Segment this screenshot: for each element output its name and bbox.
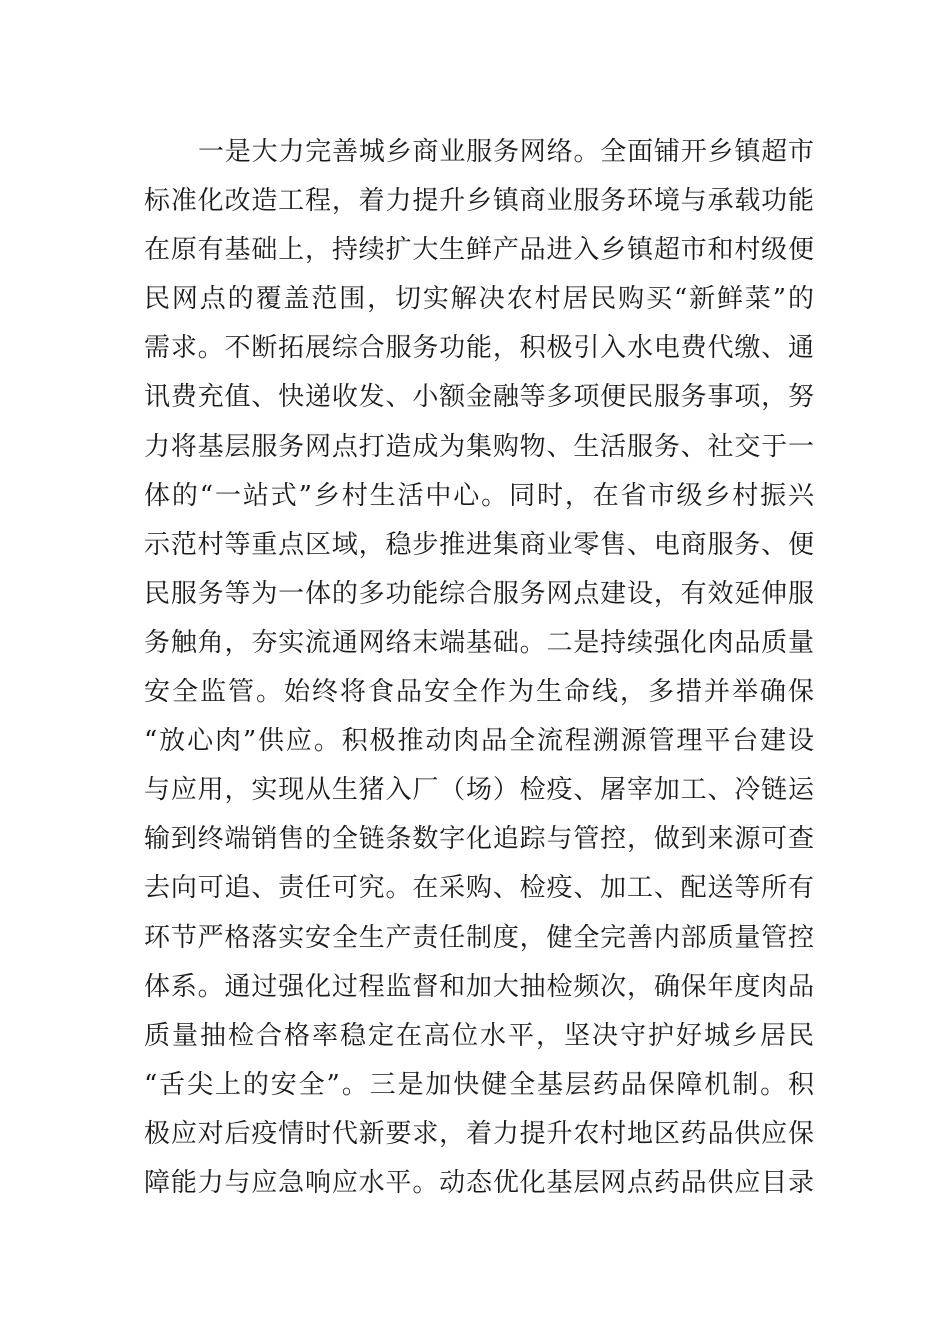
text-line: 障能力与应急响应水平。动态优化基层网点药品供应目录 [144, 1167, 814, 1198]
text-line: 力将基层服务网点打造成为集购物、生活服务、社交于一 [144, 431, 814, 462]
text-line: 一是大力完善城乡商业服务网络。全面铺开乡镇超市 [198, 137, 814, 167]
text-line: 安全监管。始终将食品安全作为生命线，多措并举确保 [144, 677, 814, 708]
text-line: 环节严格落实安全生产责任制度，健全完善内部质量管控 [144, 922, 814, 953]
text-line: 体系。通过强化过程监督和加大抽检频次，确保年度肉品 [144, 971, 814, 1002]
text-line: 需求。不断拓展综合服务功能，积极引入水电费代缴、通 [144, 333, 814, 364]
text-line: 质量抽检合格率稳定在高位水平，坚决守护好城乡居民 [144, 1020, 814, 1051]
text-line: 讯费充值、快递收发、小额金融等多项便民服务事项，努 [144, 382, 814, 413]
body-paragraph [144, 128, 814, 1208]
text-line: 去向可追、责任可究。在采购、检疫、加工、配送等所有 [144, 873, 814, 904]
text-line: 示范村等重点区域，稳步推进集商业零售、电商服务、便 [144, 529, 814, 560]
text-line: “放心肉”供应。积极推动肉品全流程溯源管理平台建设 [144, 726, 814, 757]
text-line: 输到终端销售的全链条数字化追踪与管控，做到来源可查 [144, 824, 814, 855]
text-line: 在原有基础上，持续扩大生鲜产品进入乡镇超市和村级便 [144, 235, 814, 266]
text-line: 民服务等为一体的多功能综合服务网点建设，有效延伸服 [144, 578, 814, 609]
text-line: “舌尖上的安全”。三是加快健全基层药品保障机制。积 [144, 1069, 814, 1100]
text-line: 标准化改造工程，着力提升乡镇商业服务环境与承载功能 [144, 186, 814, 217]
text-line: 与应用，实现从生猪入厂（场）检疫、屠宰加工、冷链运 [144, 775, 814, 806]
text-line: 务触角，夯实流通网络末端基础。二是持续强化肉品质量 [144, 627, 814, 658]
text-line: 极应对后疫情时代新要求，着力提升农村地区药品供应保 [144, 1118, 814, 1149]
text-line: 民网点的覆盖范围，切实解决农村居民购买“新鲜菜”的 [144, 284, 814, 315]
text-line: 体的“一站式”乡村生活中心。同时，在省市级乡村振兴 [144, 480, 814, 511]
